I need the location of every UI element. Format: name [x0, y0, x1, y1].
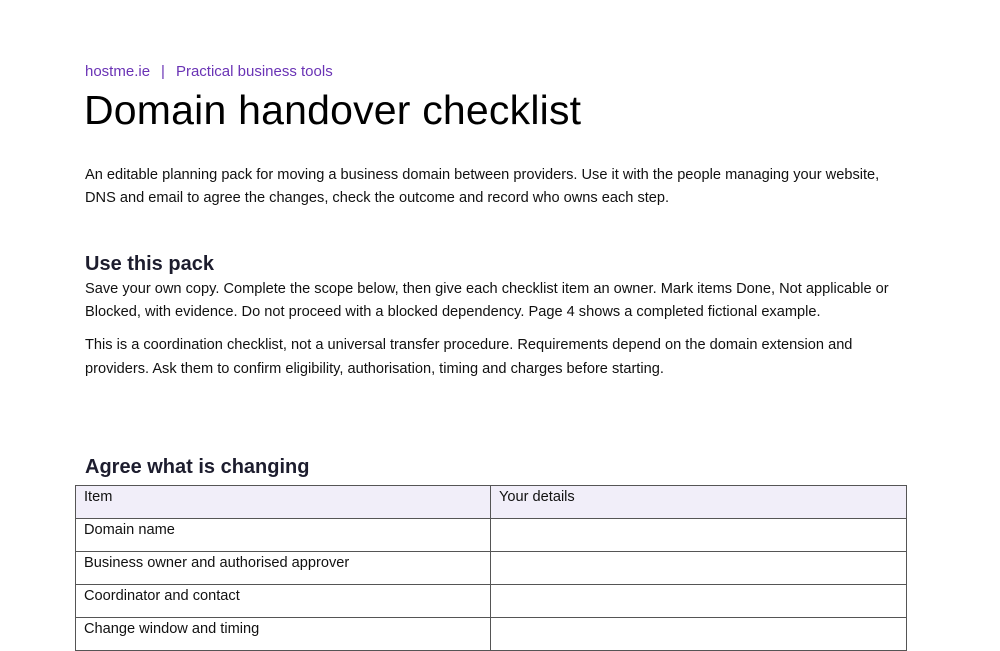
scope-table: [75, 485, 907, 651]
brand-separator: |: [161, 63, 165, 80]
row-label: Domain name: [76, 519, 491, 552]
details-cell[interactable]: [491, 585, 907, 618]
scope-table-header-row: [76, 486, 907, 519]
use-pack-paragraph-2: This is a coordination checklist, not a universal transfer procedure. Requirements depend on the domain extension and providers. Ask them to confirm eligibility, authorisation, timing and charges before starting.: [85, 337, 853, 377]
document-page: [84, 62, 907, 637]
details-cell[interactable]: [491, 618, 907, 651]
table-row: [76, 618, 907, 651]
use-pack-section: [85, 251, 907, 381]
use-pack-paragraph-1: Save your own copy. Complete the scope below, then give each checklist item an owner. Mark items Done, Not applicable or Blocked, with evidence. Do not proceed with a blocked dependency. Page 4 shows a completed fictional example.: [85, 281, 889, 321]
column-header-item: Item: [76, 486, 491, 519]
brand-name: hostme.ie: [85, 63, 151, 80]
row-label: Change window and timing: [76, 618, 491, 651]
scope-section: [75, 454, 907, 651]
table-row: [76, 519, 907, 552]
scope-heading: Agree what is changing: [85, 456, 310, 478]
brand-tagline: Practical business tools: [175, 63, 333, 80]
page-title: Domain handover checklist: [84, 87, 582, 133]
table-row: [76, 585, 907, 618]
use-pack-heading: Use this pack: [85, 253, 214, 275]
column-header-details: Your details: [491, 486, 907, 519]
details-cell[interactable]: [491, 552, 907, 585]
table-row: [76, 552, 907, 585]
row-label: Coordinator and contact: [76, 585, 491, 618]
row-label: Business owner and authorised approver: [76, 552, 491, 585]
brand-line: [85, 62, 907, 82]
details-cell[interactable]: [491, 519, 907, 552]
intro-paragraph: An editable planning pack for moving a business domain between providers. Use it with the people managing your website, DNS and email to agree the changes, check the outcome and record who owns each step.: [85, 167, 880, 206]
